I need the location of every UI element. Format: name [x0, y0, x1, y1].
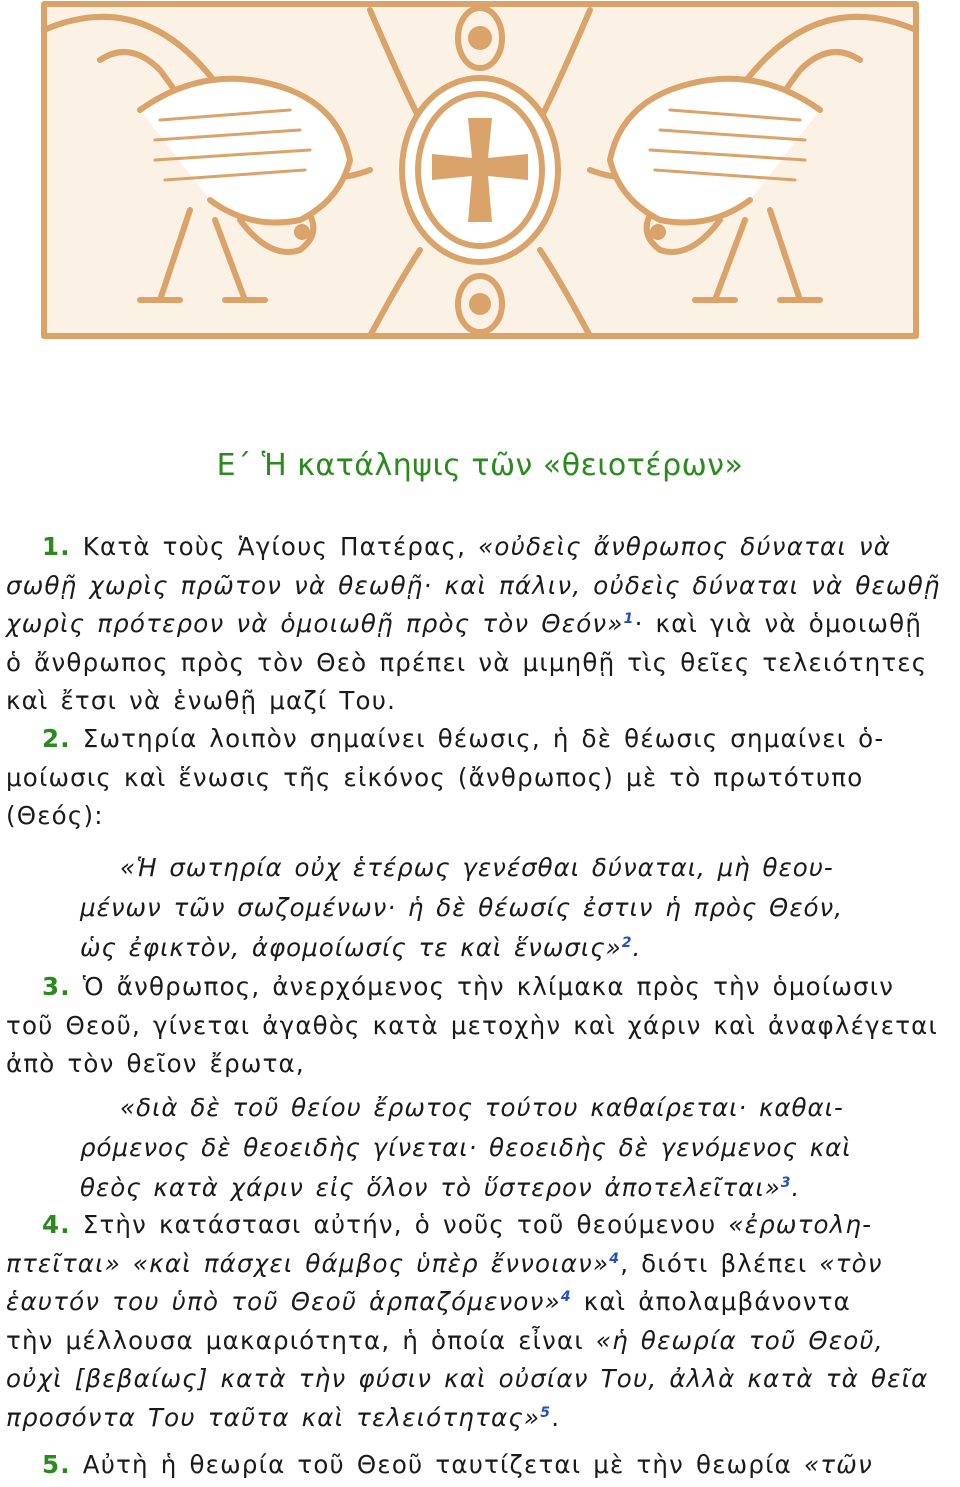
paragraph-1: [6, 528, 954, 721]
quote-text: χωρὶς πρότερον νὰ ὁμοιωθῇ πρὸς τὸν Θεόν»: [6, 609, 624, 638]
quote-text: «ἐρωτολη-: [728, 1210, 873, 1239]
chapter-title: Ε΄ Ἡ κατάληψις τῶν «θειοτέρων»: [216, 448, 744, 483]
text: ἀπὸ τὸν θεῖον ἔρωτα,: [6, 1049, 305, 1078]
quote-text: ἑαυτόν του ὑπὸ τοῦ Θεοῦ ἁρπαζόμενον»: [6, 1287, 561, 1316]
text: καὶ ἀπολαμβάνοντα: [571, 1287, 851, 1316]
text: ὁ ἄνθρωπος πρὸς τὸν Θεὸ πρέπει νὰ μιμηθῇ τὶς θεῖες τελειότητες: [6, 647, 928, 677]
text: .: [632, 933, 642, 962]
text: τοῦ Θεοῦ, γίνεται ἀγαθὸς κατὰ μετοχὴν καὶ χάριν καὶ ἀναφλέγεται: [6, 1010, 938, 1040]
text: Σωτηρία λοιπὸν σημαίνει θέωσις, ἡ δὲ θέωσις σημαίνει ὁ-: [82, 724, 885, 753]
quote-text: προσόντα Του ταῦτα καὶ τελειότητας»: [6, 1402, 541, 1432]
quote-text: σωθῇ χωρὶς πρῶτον νὰ θεωθῇ· καὶ πάλιν, οὐδεὶς δύναται νὰ θεωθῇ: [6, 570, 941, 600]
text: Ὁ ἄνθρωπος, ἀνερχόμενος τὴν κλίμακα πρὸς τὴν ὁμοίωσιν: [82, 972, 895, 1001]
text: .: [551, 1402, 561, 1432]
text: Στὴν κατάστασι αὐτήν, ὁ νοῦς τοῦ θεούμενου: [82, 1210, 729, 1239]
footnote-ref[interactable]: 5: [540, 1404, 552, 1421]
paragraph-4: [6, 1206, 954, 1437]
paragraph-number: 5.: [42, 1450, 71, 1479]
text: , διότι βλέπει: [620, 1248, 820, 1278]
footnote-ref[interactable]: 1: [623, 610, 635, 627]
block-quote-2: [80, 1088, 900, 1208]
text: μοίωσις καὶ ἕνωσις τῆς εἰκόνος (ἄνθρωπος) μὲ τὸ πρωτότυπο: [6, 762, 864, 792]
quote-text: πτεῖται» «καὶ πάσχει θάμβος ὑπὲρ ἔννοιαν»: [6, 1248, 610, 1278]
paragraph-number: 1.: [42, 532, 71, 561]
quote-text: «τὸν: [819, 1248, 883, 1278]
byzantine-birds-cross-ornament: [40, 0, 920, 340]
quote-text: μένων τῶν σωζομένων· ἡ δὲ θέωσίς ἐστιν ἡ πρὸς Θεόν,: [80, 893, 844, 922]
quote-text: ὡς ἐφικτὸν, ἀφομοίωσίς τε καὶ ἕνωσις»: [80, 933, 622, 962]
footnote-ref[interactable]: 4: [560, 1288, 572, 1305]
quote-text: ρόμενος δὲ θεοειδὴς γίνεται· θεοειδὴς δὲ γενόμενος καὶ: [80, 1133, 852, 1162]
text: τὴν μέλλουσα μακαριότητα, ἡ ὁποία εἶναι: [6, 1325, 596, 1355]
paragraph-number: 2.: [42, 724, 71, 753]
text: Κατὰ τοὺς Ἁγίους Πατέρας,: [82, 532, 479, 561]
text: καὶ ἔτσι νὰ ἑνωθῇ μαζί Του.: [6, 686, 397, 715]
paragraph-3: [6, 968, 954, 1084]
paragraph-2: [6, 720, 954, 836]
footnote-ref[interactable]: 4: [609, 1250, 621, 1267]
text: .: [791, 1173, 801, 1202]
footnote-ref[interactable]: 3: [780, 1174, 792, 1191]
text: (Θεός):: [6, 801, 104, 830]
footnote-ref[interactable]: 2: [621, 934, 633, 951]
text: Αὐτὴ ἡ θεωρία τοῦ Θεοῦ ταυτίζεται μὲ τὴν θεωρία: [82, 1450, 804, 1479]
quote-text: «οὐδεὶς ἄνθρωπος δύναται νὰ: [478, 532, 892, 561]
paragraph-number: 4.: [42, 1210, 71, 1239]
quote-text: «διὰ δὲ τοῦ θείου ἔρωτος τούτου καθαίρεται· καθαι-: [120, 1093, 844, 1122]
paragraph-5: [6, 1446, 954, 1485]
quote-text: «τῶν: [803, 1450, 873, 1479]
quote-text: «ἡ θεωρία τοῦ Θεοῦ,: [595, 1325, 884, 1355]
quote-text: «Ἡ σωτηρία οὐχ ἑτέρως γενέσθαι δύναται, μὴ θεου-: [120, 853, 834, 882]
quote-text: οὐχὶ [βεβαίως] κατὰ τὴν φύσιν καὶ οὐσίαν Του, ἀλλὰ κατὰ τὰ θεῖα: [6, 1364, 929, 1393]
quote-text: θεὸς κατὰ χάριν εἰς ὅλον τὸ ὕστερον ἀποτελεῖται»: [80, 1173, 781, 1202]
block-quote-1: [80, 848, 900, 968]
text: · καὶ γιὰ νὰ ὁμοιωθῇ: [634, 609, 923, 638]
paragraph-number: 3.: [42, 972, 71, 1001]
